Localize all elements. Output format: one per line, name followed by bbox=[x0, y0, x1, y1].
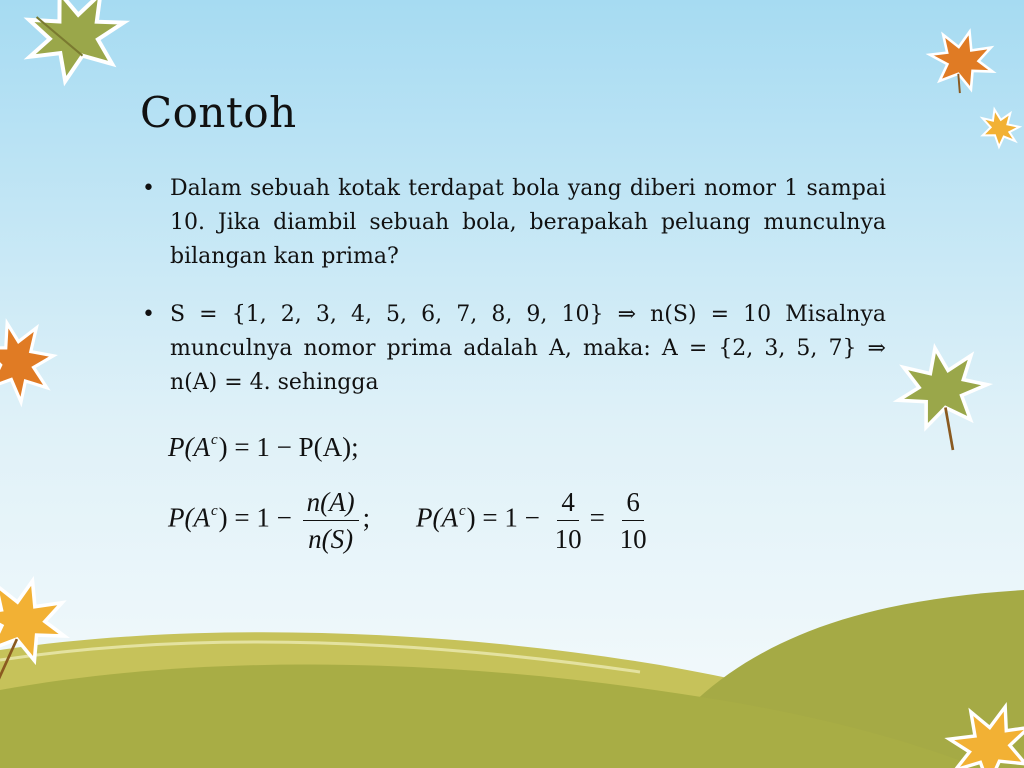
fraction-6-10 bbox=[616, 486, 651, 555]
superscript-c: c bbox=[210, 502, 218, 519]
formula-tail: ; bbox=[362, 502, 371, 533]
formula-complement bbox=[168, 432, 359, 463]
formula-rhs: ) = 1 − P(A); bbox=[218, 432, 359, 462]
formula-lhs: P(A bbox=[416, 502, 458, 533]
formula-complement-ratio bbox=[168, 486, 370, 555]
numerator: 6 bbox=[622, 486, 644, 521]
superscript-c: c bbox=[458, 502, 466, 519]
formula-lhs: P(A bbox=[168, 502, 210, 533]
bullet-item-solution: • S = {1, 2, 3, 4, 5, 6, 7, 8, 9, 10} ⇒ n(S) = 10 Misalnya munculnya nomor prima adalah A, maka: A = {2, 3, 5, 7} ⇒ n(A) = 4. sehingga bbox=[140, 298, 886, 400]
numerator: n(A) bbox=[303, 486, 359, 521]
bullet-list bbox=[140, 172, 886, 424]
denominator: 10 bbox=[619, 524, 647, 554]
superscript-c: c bbox=[210, 432, 218, 448]
formula-mid: ) = 1 − bbox=[218, 502, 292, 533]
denominator: 10 bbox=[554, 524, 582, 554]
formula-mid: ) = 1 − bbox=[466, 502, 540, 533]
denominator: n(S) bbox=[308, 524, 354, 554]
equals-sign: = bbox=[589, 502, 605, 533]
slide-title: Contoh bbox=[140, 88, 297, 137]
bullet-item-question: • Dalam sebuah kotak terdapat bola yang diberi nomor 1 sampai 10. Jika diambil sebuah bola, berapakah peluang munculnya bilangan kan prima? bbox=[140, 172, 886, 274]
numerator: 4 bbox=[557, 486, 579, 521]
fraction-4-10 bbox=[551, 486, 586, 555]
fraction-nA-nS bbox=[303, 486, 359, 555]
formula-result bbox=[416, 486, 655, 555]
formula-lhs: P(A bbox=[168, 432, 210, 462]
